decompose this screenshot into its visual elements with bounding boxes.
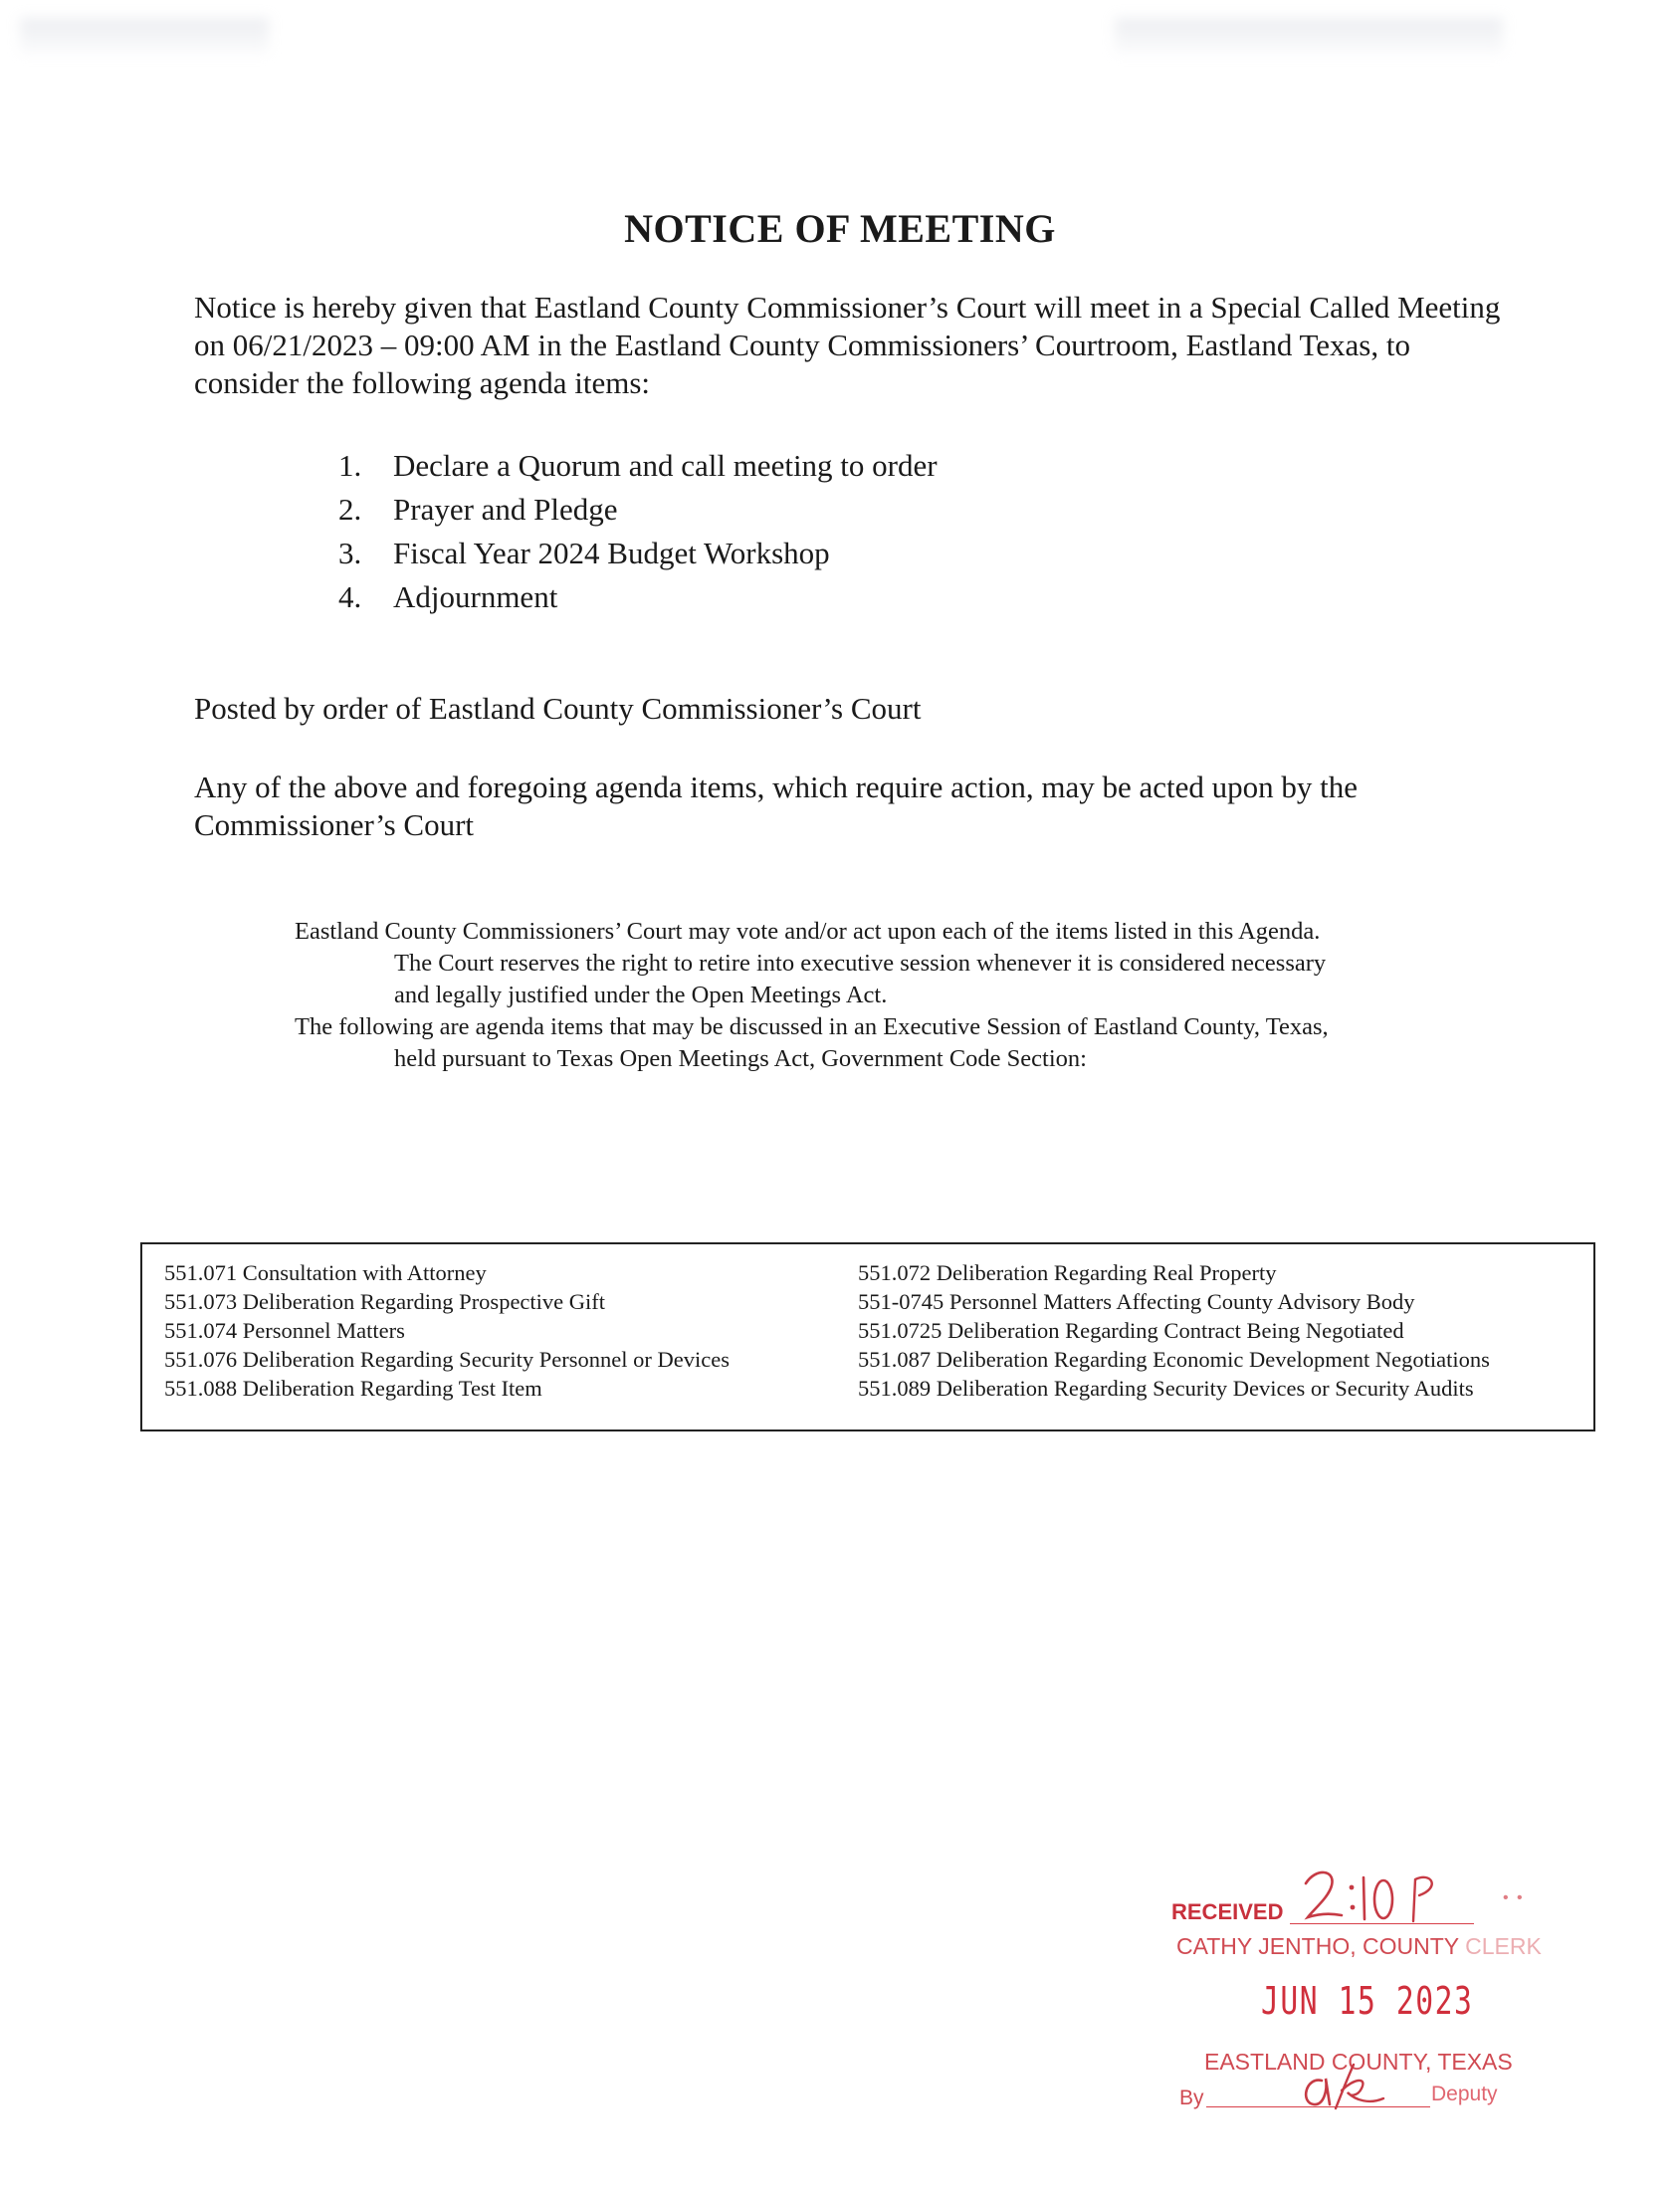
section-item: 551.087 Deliberation Regarding Economic Development Negotiations <box>858 1347 1490 1372</box>
page-title: NOTICE OF MEETING <box>624 206 1056 251</box>
stamp-by-label: By <box>1179 2087 1204 2109</box>
section-item: 551.089 Deliberation Regarding Security Devices or Security Audits <box>858 1376 1474 1401</box>
executive-notice-line: The Court reserves the right to retire into executive session whenever it is considered necessary <box>394 950 1327 977</box>
sections-right-column <box>858 1258 1490 1403</box>
executive-notice-line: held pursuant to Texas Open Meetings Act, Government Code Section: <box>394 1045 1087 1072</box>
section-item: 551.076 Deliberation Regarding Security Personnel or Devices <box>164 1347 730 1372</box>
scan-artifact <box>1115 18 1503 54</box>
government-code-sections-box <box>140 1242 1595 1431</box>
agenda-item <box>338 444 938 488</box>
scan-artifact <box>20 18 269 54</box>
agenda-item <box>338 488 938 532</box>
received-stamp <box>1164 1862 1563 2130</box>
executive-notice-line: and legally justified under the Open Meetings Act. <box>394 982 888 1008</box>
stamp-clerk-name: CATHY JENTHO, COUNTY CLERK <box>1176 1933 1542 1959</box>
section-item: 551-0745 Personnel Matters Affecting County Advisory Body <box>858 1289 1415 1314</box>
agenda-item-number: 4. <box>338 579 362 614</box>
handwritten-initials <box>1292 2059 1391 2113</box>
section-item: 551.073 Deliberation Regarding Prospective Gift <box>164 1289 606 1314</box>
section-item: 551.072 Deliberation Regarding Real Property <box>858 1260 1277 1285</box>
stamp-faint-marks: • • <box>1503 1889 1525 1906</box>
executive-notice-line: Eastland County Commissioners’ Court may vote and/or act upon each of the items listed in this Agenda. <box>295 918 1321 945</box>
section-item: 551.071 Consultation with Attorney <box>164 1260 487 1285</box>
section-item: 551.0725 Deliberation Regarding Contract Being Negotiated <box>858 1318 1404 1343</box>
agenda-item-number: 2. <box>338 492 362 527</box>
section-item: 551.088 Deliberation Regarding Test Item <box>164 1376 542 1401</box>
action-notice: Any of the above and foregoing agenda items, which require action, may be acted upon by the Commissioner’s Court <box>194 769 1358 842</box>
agenda-list <box>338 444 938 619</box>
agenda-item-text: Declare a Quorum and call meeting to order <box>393 448 938 483</box>
agenda-item-number: 3. <box>338 536 362 570</box>
executive-notice-line: The following are agenda items that may be discussed in an Executive Session of Eastland County, Texas, <box>295 1013 1329 1040</box>
agenda-item-text: Adjournment <box>393 579 558 614</box>
agenda-item-text: Fiscal Year 2024 Budget Workshop <box>393 536 830 570</box>
agenda-item-text: Prayer and Pledge <box>393 492 618 527</box>
stamp-county: EASTLAND COUNTY, TEXAS <box>1204 2049 1513 2075</box>
posted-by-notice: Posted by order of Eastland County Commissioner’s Court <box>194 691 922 726</box>
stamp-received-label: RECEIVED <box>1171 1899 1284 1924</box>
stamp-date: JUN 15 2023 <box>1261 1979 1474 2023</box>
section-item: 551.074 Personnel Matters <box>164 1318 405 1343</box>
agenda-item <box>338 575 938 619</box>
agenda-item <box>338 532 938 575</box>
sections-left-column <box>164 1258 730 1403</box>
intro-paragraph: Notice is hereby given that Eastland County Commissioner’s Court will meet in a Special Called Meeting on 06/21/2023 – 09:00 AM in the Eastland County Commissioners’ Courtroom, Eastland Texas, to consider the following agenda items: <box>194 290 1501 400</box>
handwritten-time-signature <box>1302 1866 1451 1925</box>
stamp-deputy-label: Deputy <box>1431 2083 1498 2105</box>
agenda-item-number: 1. <box>338 448 362 483</box>
